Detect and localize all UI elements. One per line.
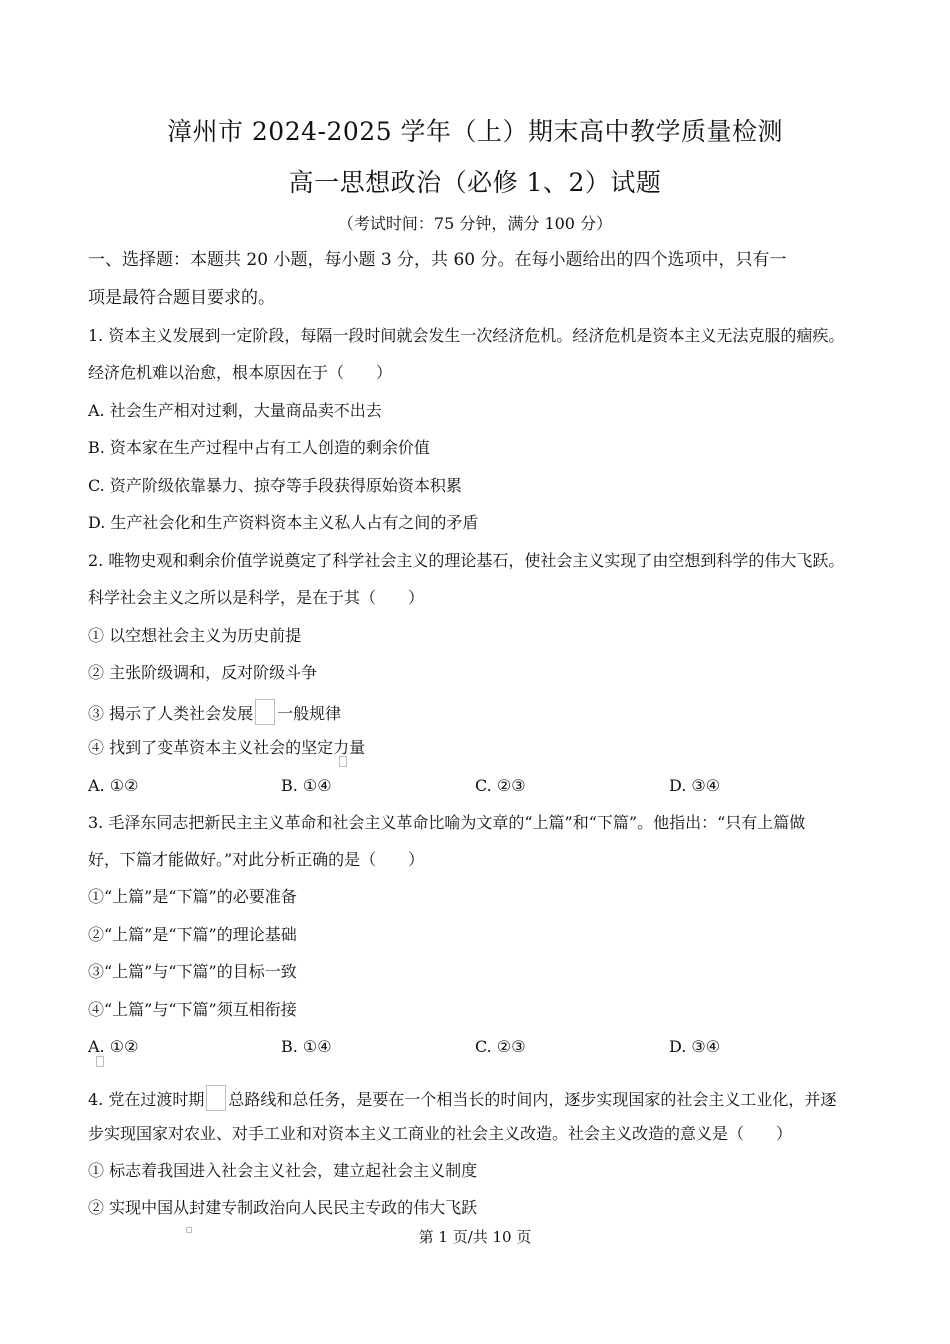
page-number: 第 1 页/共 10 页 bbox=[418, 1228, 532, 1246]
q3-choice-d: D. ③④ bbox=[669, 1037, 721, 1056]
q3-item-4: ④“上篇”与“下篇”须互相衔接 bbox=[88, 1000, 297, 1019]
q2-choice-c: C. ②③ bbox=[475, 776, 526, 795]
section-heading-line1: 一、选择题：本题共 20 小题，每小题 3 分，共 60 分。在每小题给出的四个选项中，只有一 bbox=[88, 250, 787, 270]
q1-option-b: B. 资本家在生产过程中占有工人创造的剩余价值 bbox=[88, 438, 430, 457]
image-placeholder-box bbox=[255, 699, 275, 725]
q4-item-1: ① 标志着我国进入社会主义社会，建立起社会主义制度 bbox=[88, 1161, 478, 1180]
q2-item-2: ② 主张阶级调和，反对阶级斗争 bbox=[88, 663, 318, 682]
q2-item-3 bbox=[88, 699, 878, 725]
q3-stem-line2: 好，下篇才能做好。”对此分析正确的是（ ） bbox=[88, 850, 425, 869]
q4-stem-line2: 步实现国家对农业、对手工业和对资本主义工商业的社会主义改造。社会主义改造的意义是（ ） bbox=[88, 1124, 793, 1143]
exam-title: 漳州市 2024-2025 学年（上）期末高中教学质量检测 bbox=[166, 117, 784, 146]
exam-subject-title: 高一思想政治（必修 1、2）试题 bbox=[288, 168, 662, 197]
q1-option-c: C. 资产阶级依靠暴力、掠夺等手段获得原始资本积累 bbox=[88, 476, 462, 495]
q2-item-1: ① 以空想社会主义为历史前提 bbox=[88, 626, 302, 645]
q2-item-3-text-b: 一般规律 bbox=[277, 704, 342, 723]
image-placeholder-box bbox=[339, 756, 347, 767]
q4-item-2: ② 实现中国从封建专制政治向人民民主专政的伟大飞跃 bbox=[88, 1198, 478, 1217]
image-placeholder-box bbox=[206, 1085, 226, 1111]
q2-item-3-text-a: ③ 揭示了人类社会发展 bbox=[88, 704, 254, 723]
q3-choice-b: B. ①④ bbox=[281, 1037, 332, 1056]
q3-item-3: ③“上篇”与“下篇”的目标一致 bbox=[88, 962, 297, 981]
q3-item-1: ①“上篇”是“下篇”的必要准备 bbox=[88, 887, 297, 906]
q4-stem-text-b: 总路线和总任务，是要在一个相当长的时间内，逐步实现国家的社会主义工业化，并逐 bbox=[228, 1090, 837, 1109]
q3-stem-line1: 3. 毛泽东同志把新民主主义革命和社会主义革命比喻为文章的“上篇”和“下篇”。他指出：“只有上篇做 bbox=[88, 813, 806, 832]
q3-item-2: ②“上篇”是“下篇”的理论基础 bbox=[88, 925, 297, 944]
q1-option-a: A. 社会生产相对过剩，大量商品卖不出去 bbox=[88, 401, 382, 420]
q1-stem-line2: 经济危机难以治愈，根本原因在于（ ） bbox=[88, 363, 393, 382]
image-placeholder-box bbox=[96, 1056, 104, 1067]
q2-choice-b: B. ①④ bbox=[281, 776, 332, 795]
q1-option-d: D. 生产社会化和生产资料资本主义私人占有之间的矛盾 bbox=[88, 513, 479, 532]
q2-stem-line2: 科学社会主义之所以是科学，是在于其（ ） bbox=[88, 588, 425, 607]
q2-choice-d: D. ③④ bbox=[669, 776, 721, 795]
q2-choice-a: A. ①② bbox=[88, 776, 139, 795]
section-heading-line2: 项是最符合题目要求的。 bbox=[88, 288, 275, 308]
q3-choice-a: A. ①② bbox=[88, 1037, 139, 1056]
exam-time-info: （考试时间：75 分钟，满分 100 分） bbox=[337, 214, 613, 233]
q1-stem-line1: 1. 资本主义发展到一定阶段，每隔一段时间就会发生一次经济危机。经济危机是资本主义无法克服的痼疾。 bbox=[88, 326, 845, 345]
q2-stem-line1: 2. 唯物史观和剩余价值学说奠定了科学社会主义的理论基石，使社会主义实现了由空想到科学的伟大飞跃。 bbox=[88, 551, 845, 570]
q4-stem-line1 bbox=[88, 1085, 878, 1111]
q3-choice-c: C. ②③ bbox=[475, 1037, 526, 1056]
q4-stem-text-a: 4. 党在过渡时期 bbox=[88, 1090, 205, 1109]
q2-item-4: ④ 找到了变革资本主义社会的坚定力量 bbox=[88, 738, 366, 757]
